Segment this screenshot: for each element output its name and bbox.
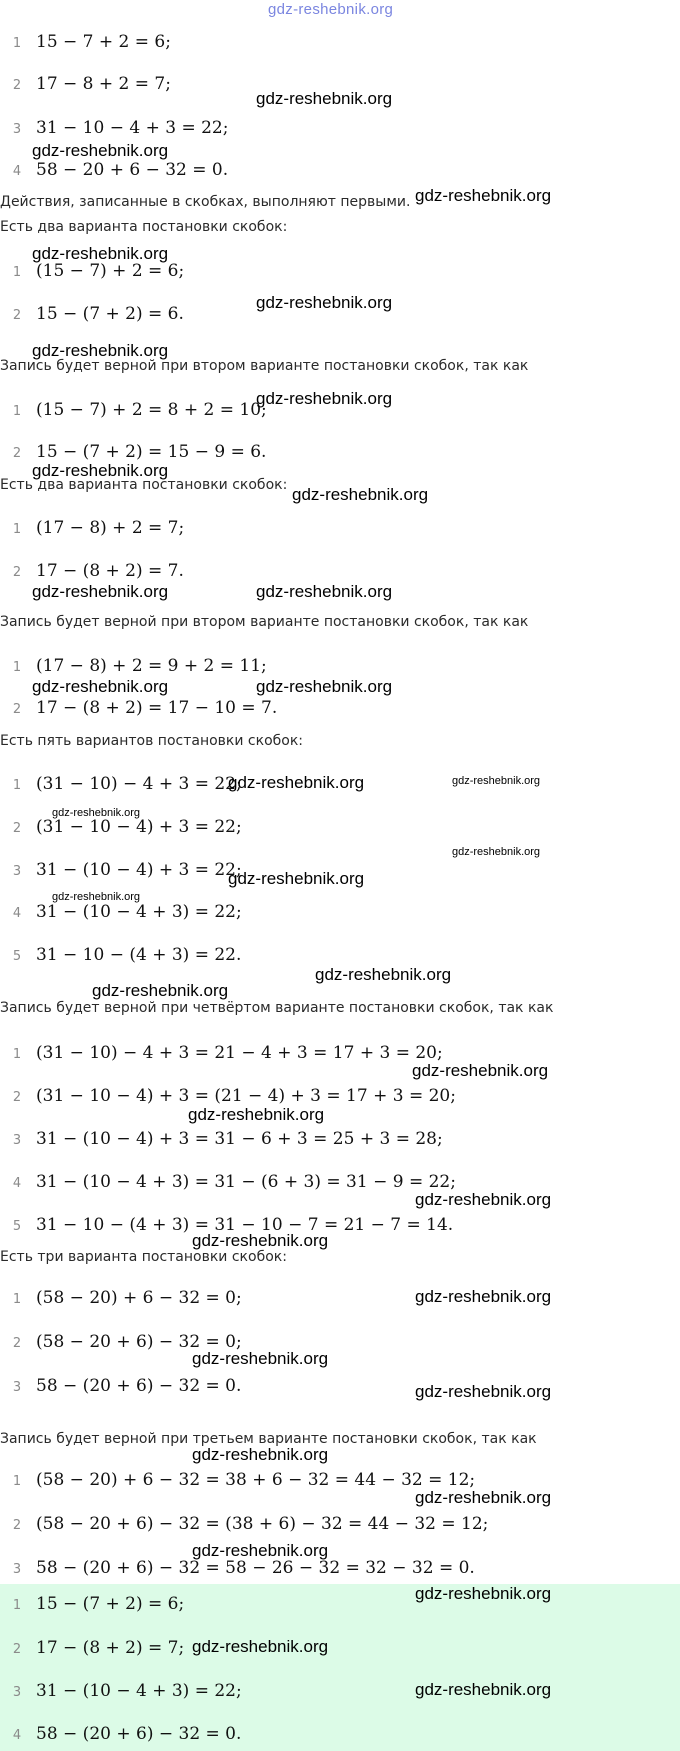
watermark: gdz-reshebnik.org [32, 244, 169, 263]
math-expression: 58 − (20 + 6) − 32 = 0. [36, 1376, 242, 1396]
line-number: 1 [12, 1598, 22, 1613]
math-expression: 31 − 10 − 4 + 3 = 22; [36, 118, 229, 138]
math-expression: (58 − 20 + 6) − 32 = (38 + 6) − 32 = 44 − 32 = 12; [36, 1514, 489, 1534]
math-expression: (17 − 8) + 2 = 9 + 2 = 11; [36, 656, 267, 676]
line-number: 1 [12, 404, 22, 419]
watermark: gdz-reshebnik.org [452, 775, 541, 787]
math-expression: (31 − 10) − 4 + 3 = 21 − 4 + 3 = 17 + 3 = 20; [36, 1043, 443, 1063]
watermark: gdz-reshebnik.org [292, 485, 429, 504]
math-expression: 15 − 7 + 2 = 6; [36, 32, 171, 52]
math-expression: 17 − (8 + 2) = 7; [36, 1638, 185, 1658]
math-expression: (58 − 20) + 6 − 32 = 38 + 6 − 32 = 44 − 32 = 12; [36, 1470, 476, 1490]
watermark: gdz-reshebnik.org [228, 773, 365, 792]
line-number: 2 [12, 702, 22, 717]
line-number: 2 [12, 308, 22, 323]
watermark: gdz-reshebnik.org [256, 389, 393, 408]
paragraph: Запись будет верной при третьем варианте постановки скобок, так как [0, 1431, 537, 1447]
math-expression: 31 − (10 − 4 + 3) = 31 − (6 + 3) = 31 − 9 = 22; [36, 1172, 456, 1192]
watermark: gdz-reshebnik.org [315, 965, 452, 984]
watermark: gdz-reshebnik.org [32, 582, 169, 601]
watermark: gdz-reshebnik.org [52, 891, 141, 903]
watermark: gdz-reshebnik.org [192, 1637, 329, 1656]
math-expression: 17 − 8 + 2 = 7; [36, 74, 171, 94]
math-expression: 31 − (10 − 4) + 3 = 22; [36, 860, 242, 880]
math-expression: 17 − (8 + 2) = 7. [36, 561, 184, 581]
math-expression: 31 − (10 − 4 + 3) = 22; [36, 1681, 242, 1701]
math-expression: 31 − (10 − 4) + 3 = 31 − 6 + 3 = 25 + 3 = 28; [36, 1129, 443, 1149]
watermark: gdz-reshebnik.org [256, 582, 393, 601]
line-number: 1 [12, 778, 22, 793]
watermark: gdz-reshebnik.org [452, 846, 541, 858]
math-expression: (15 − 7) + 2 = 8 + 2 = 10; [36, 400, 267, 420]
line-number: 3 [12, 1562, 22, 1577]
watermark: gdz-reshebnik.org [32, 141, 169, 160]
line-number: 5 [12, 949, 22, 964]
paragraph: Есть два варианта постановки скобок: [0, 219, 288, 235]
math-expression: 15 − (7 + 2) = 15 − 9 = 6. [36, 442, 267, 462]
line-number: 4 [12, 1728, 22, 1743]
line-number: 3 [12, 122, 22, 137]
watermark: gdz-reshebnik.org [256, 677, 393, 696]
line-number: 2 [12, 1090, 22, 1105]
paragraph: Есть два варианта постановки скобок: [0, 477, 288, 493]
line-number: 1 [12, 1047, 22, 1062]
watermark: gdz-reshebnik.org [192, 1541, 329, 1560]
line-number: 1 [12, 265, 22, 280]
line-number: 1 [12, 522, 22, 537]
line-number: 4 [12, 1176, 22, 1191]
watermark: gdz-reshebnik.org [415, 1382, 552, 1401]
line-number: 4 [12, 906, 22, 921]
math-expression: 58 − 20 + 6 − 32 = 0. [36, 160, 229, 180]
watermark: gdz-reshebnik.org [228, 869, 365, 888]
paragraph: Есть пять вариантов постановки скобок: [0, 733, 304, 749]
math-expression: 31 − 10 − (4 + 3) = 31 − 10 − 7 = 21 − 7 = 14. [36, 1215, 454, 1235]
line-number: 3 [12, 1133, 22, 1148]
line-number: 2 [12, 1642, 22, 1657]
math-expression: 58 − (20 + 6) − 32 = 58 − 26 − 32 = 32 − 32 = 0. [36, 1558, 475, 1578]
watermark: gdz-reshebnik.org [188, 1105, 325, 1124]
watermark: gdz-reshebnik.org [412, 1061, 549, 1080]
line-number: 5 [12, 1219, 22, 1234]
line-number: 2 [12, 821, 22, 836]
line-number: 3 [12, 864, 22, 879]
math-expression: (31 − 10 − 4) + 3 = 22; [36, 817, 242, 837]
paragraph: Запись будет верной при втором варианте постановки скобок, так как [0, 614, 529, 630]
line-number: 3 [12, 1380, 22, 1395]
watermark: gdz-reshebnik.org [415, 1287, 552, 1306]
watermark: gdz-reshebnik.org [256, 89, 393, 108]
watermark: gdz-reshebnik.org [415, 1190, 552, 1209]
line-number: 1 [12, 36, 22, 51]
math-expression: (58 − 20 + 6) − 32 = 0; [36, 1332, 242, 1352]
math-expression: 31 − (10 − 4 + 3) = 22; [36, 902, 242, 922]
watermark: gdz-reshebnik.org [415, 186, 552, 205]
math-expression: (58 − 20) + 6 − 32 = 0; [36, 1288, 242, 1308]
paragraph: Есть три варианта постановки скобок: [0, 1249, 287, 1265]
math-expression: 31 − 10 − (4 + 3) = 22. [36, 945, 242, 965]
watermark: gdz-reshebnik.org [92, 981, 229, 1000]
watermark: gdz-reshebnik.org [415, 1584, 552, 1603]
line-number: 1 [12, 660, 22, 675]
watermark: gdz-reshebnik.org [192, 1349, 329, 1368]
line-number: 2 [12, 1336, 22, 1351]
math-expression: (31 − 10) − 4 + 3 = 22; [36, 774, 242, 794]
math-expression: (17 − 8) + 2 = 7; [36, 518, 185, 538]
line-number: 2 [12, 1518, 22, 1533]
line-number: 2 [12, 565, 22, 580]
watermark: gdz-reshebnik.org [32, 341, 169, 360]
site-watermark-header: gdz-reshebnik.org [268, 1, 394, 18]
watermark: gdz-reshebnik.org [52, 807, 141, 819]
math-expression: 58 − (20 + 6) − 32 = 0. [36, 1724, 242, 1744]
watermark: gdz-reshebnik.org [32, 461, 169, 480]
math-expression: 15 − (7 + 2) = 6. [36, 304, 184, 324]
line-number: 4 [12, 164, 22, 179]
math-expression: 15 − (7 + 2) = 6; [36, 1594, 185, 1614]
paragraph: Запись будет верной при втором варианте постановки скобок, так как [0, 358, 529, 374]
line-number: 1 [12, 1292, 22, 1307]
line-number: 1 [12, 1474, 22, 1489]
math-expression: (31 − 10 − 4) + 3 = (21 − 4) + 3 = 17 + 3 = 20; [36, 1086, 456, 1106]
paragraph: Действия, записанные в скобках, выполняют первыми. [0, 194, 411, 210]
paragraph: Запись будет верной при четвёртом варианте постановки скобок, так как [0, 1000, 554, 1016]
watermark: gdz-reshebnik.org [415, 1680, 552, 1699]
watermark: gdz-reshebnik.org [192, 1231, 329, 1250]
line-number: 2 [12, 446, 22, 461]
watermark: gdz-reshebnik.org [32, 677, 169, 696]
math-expression: (15 − 7) + 2 = 6; [36, 261, 185, 281]
math-expression: 17 − (8 + 2) = 17 − 10 = 7. [36, 698, 278, 718]
line-number: 3 [12, 1685, 22, 1700]
line-number: 2 [12, 78, 22, 93]
watermark: gdz-reshebnik.org [192, 1445, 329, 1464]
watermark: gdz-reshebnik.org [415, 1488, 552, 1507]
watermark: gdz-reshebnik.org [256, 293, 393, 312]
